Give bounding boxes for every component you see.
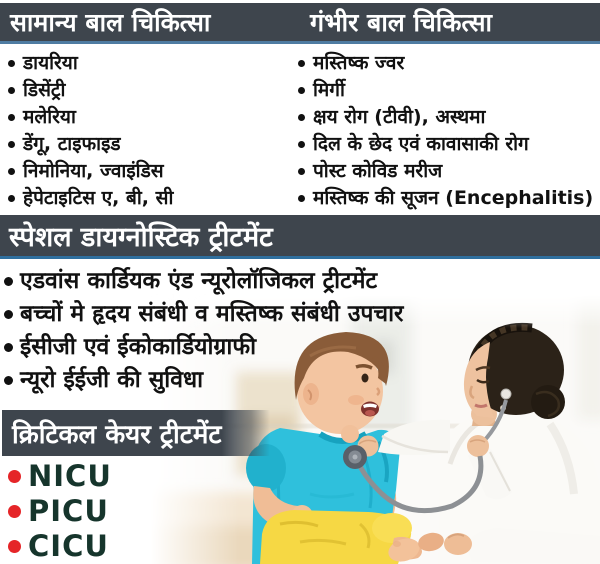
list-item-label: क्षय रोग (टीवी), अस्थमा [313,106,486,128]
bullet-dot-red-icon [8,470,21,483]
general-care-list [8,50,173,212]
section-title-diagnostic: स्पेशल डायग्नोस्टिक ट्रीटमेंट [9,222,273,253]
bullet-dot-icon [8,114,15,121]
list-item-label: डायरिया [23,52,78,74]
serious-care-list [298,50,593,212]
list-item-label: मलेरिया [23,106,76,128]
list-item-label: CICU [28,529,109,563]
bullet-dot-icon [8,195,15,202]
list-item-label: दिल के छेद एवं कावासाकी रोग [313,133,529,155]
critical-header-bar [2,410,270,456]
list-item [298,104,593,131]
list-item-label: PICU [28,494,109,528]
section-title-critical: क्रिटिकल केयर ट्रीटमेंट [12,420,222,450]
list-item [8,50,173,77]
bullet-dot-icon [298,60,305,67]
list-item [8,104,173,131]
bullet-dot-icon [4,343,13,352]
list-item [8,529,112,564]
bullet-dot-icon [8,168,15,175]
bullet-dot-icon [298,168,305,175]
list-item-label: डिसेंट्री [23,79,66,101]
section-title-serious: गंभीर बाल चिकित्सा [310,8,493,37]
critical-care-list [8,459,112,564]
list-item-label: डेंगू, टाइफाइड [23,133,121,155]
list-item [298,131,593,158]
list-item [4,298,403,331]
list-item-label: न्यूरो ईईजी की सुविधा [20,367,204,393]
list-item [8,185,173,212]
list-item-label: निमोनिया, ज्वाइंडिस [23,160,164,182]
list-item [8,459,112,494]
section-title-general: सामान्य बाल चिकित्सा [10,8,211,37]
bullet-dot-icon [4,310,13,319]
bullet-dot-icon [4,376,13,385]
list-item [8,158,173,185]
bullet-dot-icon [298,195,305,202]
list-item [4,265,403,298]
bullet-dot-red-icon [8,505,21,518]
list-item-label: पोस्ट कोविड मरीज [313,160,443,182]
list-item [298,185,593,212]
list-item [4,364,403,397]
diagnostic-header-bar [0,215,600,259]
bullet-dot-icon [298,114,305,121]
bullet-dot-icon [298,141,305,148]
bullet-dot-red-icon [8,540,21,553]
list-item [4,331,403,364]
bullet-dot-icon [8,60,15,67]
list-item-label: एडवांस कार्डियक एंड न्यूरोलॉजिकल ट्रीटमेंट [20,268,378,294]
bullet-dot-icon [4,277,13,286]
diagnostic-list [4,265,403,397]
list-item-label: NICU [28,459,112,493]
list-item [8,77,173,104]
list-item [8,131,173,158]
list-item-label: मिर्गी [313,79,345,101]
list-item [298,158,593,185]
list-item-label: बच्चों मे हृदय संबंधी व मस्तिष्क संबंधी उपचार [20,301,404,327]
list-item-label: ईसीजी एवं ईकोकार्डियोग्राफी [20,334,257,360]
top-header-bar [0,3,600,44]
list-item [8,494,112,529]
bullet-dot-icon [8,141,15,148]
list-item-label: मस्तिष्क ज्वर [313,52,405,74]
list-item-label: मस्तिष्क की सूजन (Encephalitis) [313,187,594,209]
list-item [298,50,593,77]
list-item [298,77,593,104]
bullet-dot-icon [298,87,305,94]
list-item-label: हेपेटाइटिस ए, बी, सी [23,187,174,209]
bullet-dot-icon [8,87,15,94]
